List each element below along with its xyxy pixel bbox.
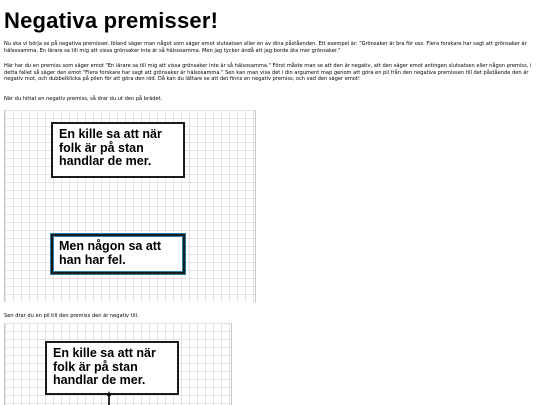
negative-premise-box[interactable]: Men någon sa att han har fel. <box>51 234 185 274</box>
intro-paragraph: Nu ska vi börja se på negativa premisser. Ibland säger man något som säger emot slutsatsen eller en av dina påståenden. Ett exempel är: "Grönsaker är bra för oss. Flera forskare har sagt att grönsaker är hälsosamma. En lärare sa till mig att vissa grönsaker inte är så hälsosamma. Men jag tycker ändå att jag borde äta mer grönsaker." <box>4 41 527 54</box>
premise-box[interactable]: En kille sa att när folk är på stan handlar de mer. <box>45 341 179 395</box>
argument-board-example-1[interactable] <box>4 110 256 302</box>
arrow-instruction: Sen drar du en pil till den premiss den är negativ till. <box>4 313 139 319</box>
argument-board-example-2[interactable] <box>4 323 232 405</box>
page-title: Negativa premisser! <box>4 8 219 33</box>
arrow-up-icon[interactable] <box>107 391 111 405</box>
explanation-paragraph: Här har du en premiss som säger emot "En lärare sa till mig att vissa grönsaker inte är så hälsosamma." Först måste man se att den är negativ, att den säger emot antingen slutsatsen eller någon premiss, i detta fallet så säger den emot "Flera forskare har sagt att grönsaker är hälsosamma." Sen kan man visa det i din argument map genom att göra en pil från den negativa premissen till det påstående den är negativ mot, och dubbelklicka på pilen för att göra den röd. Då kan du lättare se att det finns en negativ premiss, och vad den säger emot! <box>4 63 532 83</box>
premise-box[interactable]: En kille sa att när folk är på stan handlar de mer. <box>51 122 185 178</box>
drag-instruction: När du hittat en negativ premiss, så drar du ut den på brädet. <box>4 96 163 102</box>
